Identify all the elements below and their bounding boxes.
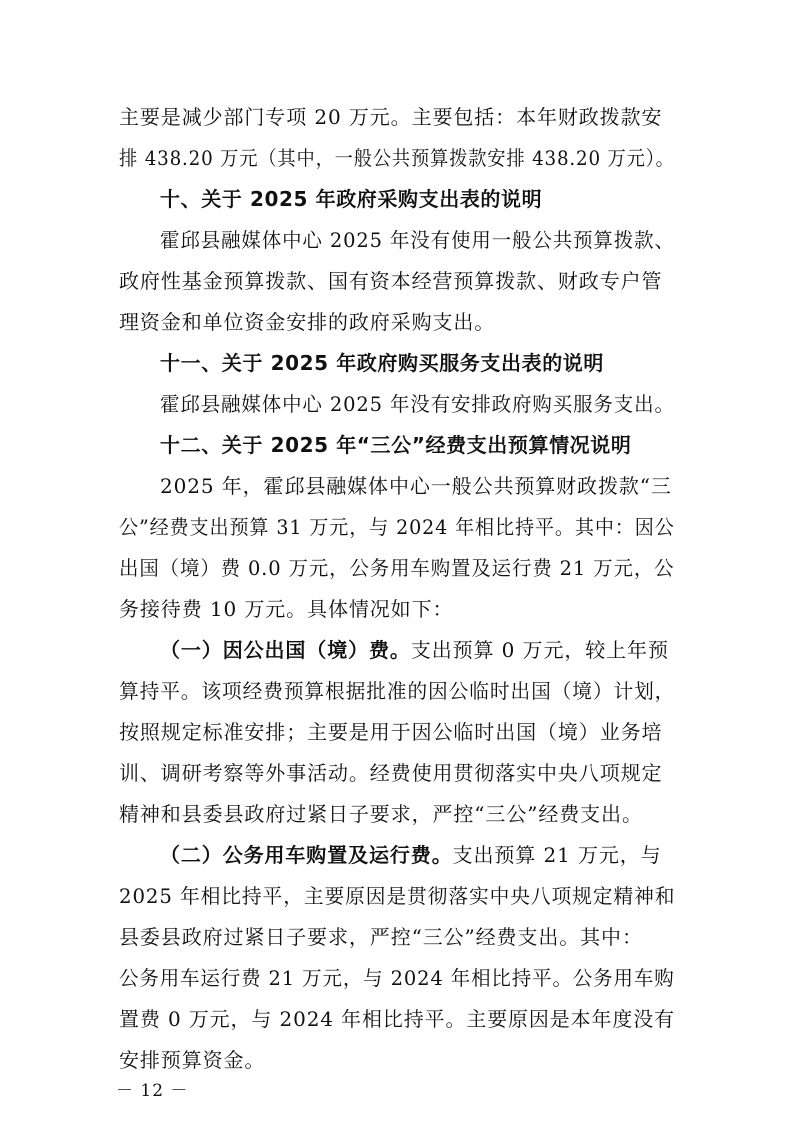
subsection-title-2: （二）公务用车购置及运行费。 bbox=[160, 843, 453, 867]
body-text-line: 置费 0 万元，与 2024 年相比持平。主要原因是本年度没有 bbox=[119, 1007, 675, 1031]
body-text-line: 理资金和单位资金安排的政府采购支出。 bbox=[119, 310, 496, 334]
body-text-line: 务接待费 10 万元。具体情况如下： bbox=[119, 597, 454, 621]
body-text-line: 按照规定标准安排；主要是用于因公临时出国（境）业务培 bbox=[119, 720, 663, 744]
body-text-line: 霍邱县融媒体中心 2025 年没有安排政府购买服务支出。 bbox=[160, 392, 675, 416]
body-text-inline: 支出预算 21 万元，与 bbox=[452, 843, 662, 867]
section-heading-12: 十二、关于 2025 年“三公”经费支出预算情况说明 bbox=[160, 433, 632, 457]
page-number: － 12 － bbox=[116, 1081, 189, 1101]
body-text-line: 公务用车运行费 21 万元，与 2024 年相比持平。公务用车购 bbox=[119, 966, 675, 990]
body-text-line: 训、调研考察等外事活动。经费使用贯彻落实中央八项规定 bbox=[119, 761, 663, 785]
body-text-line: 安排预算资金。 bbox=[119, 1048, 266, 1072]
subsection-line-1 bbox=[160, 637, 669, 663]
body-text-line: 精神和县委县政府过紧日子要求，严控“三公”经费支出。 bbox=[119, 802, 643, 826]
section-heading-10: 十、关于 2025 年政府采购支出表的说明 bbox=[160, 187, 543, 211]
body-text-line: 算持平。该项经费预算根据批准的因公临时出国（境）计划， bbox=[119, 679, 676, 703]
body-text-line: 公”经费支出预算 31 万元，与 2024 年相比持平。其中：因公 bbox=[119, 515, 675, 539]
body-text-line: 2025 年相比持平，主要原因是贯彻落实中央八项规定精神和 bbox=[119, 884, 676, 908]
body-text-line: 排 438.20 万元（其中，一般公共预算拨款安排 438.20 万元）。 bbox=[119, 146, 675, 170]
body-text-line: 主要是减少部门专项 20 万元。主要包括：本年财政拨款安 bbox=[119, 105, 663, 129]
body-text-inline: 支出预算 0 万元，较上年预 bbox=[410, 638, 669, 662]
body-text-line: 霍邱县融媒体中心 2025 年没有使用一般公共预算拨款、 bbox=[160, 228, 675, 252]
section-heading-11: 十一、关于 2025 年政府购买服务支出表的说明 bbox=[160, 351, 604, 375]
body-text-line: 出国（境）费 0.0 万元，公务用车购置及运行费 21 万元，公 bbox=[119, 556, 675, 580]
subsection-line-2 bbox=[160, 842, 662, 868]
body-text-line: 政府性基金预算拨款、国有资本经营预算拨款、财政专户管 bbox=[119, 269, 663, 293]
subsection-title-1: （一）因公出国（境）费。 bbox=[160, 638, 411, 662]
body-text-line: 2025 年，霍邱县融媒体中心一般公共预算财政拨款“三 bbox=[160, 474, 672, 498]
body-text-line: 县委县政府过紧日子要求，严控“三公”经费支出。其中： bbox=[119, 925, 643, 949]
